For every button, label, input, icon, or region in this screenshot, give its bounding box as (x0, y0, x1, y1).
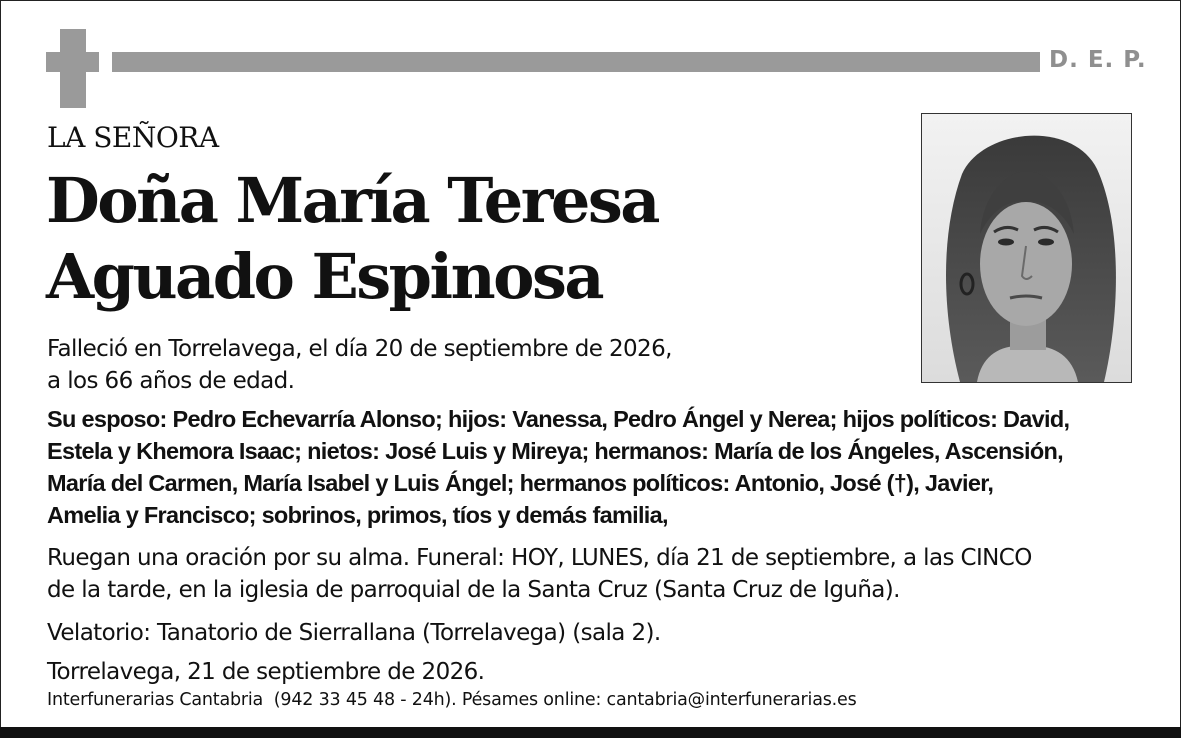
deceased-name-line2: Aguado Espinosa (46, 240, 603, 313)
honorific: LA SEÑORA (47, 121, 219, 154)
wake-details: Velatorio: Tanatorio de Sierrallana (Torrelavega) (sala 2). (47, 620, 661, 646)
portrait-photo (921, 113, 1132, 383)
death-details (47, 333, 672, 397)
funeral-line: de la tarde, en la iglesia de parroquial de la Santa Cruz (Santa Cruz de Iguña). (47, 577, 900, 603)
dateline: Torrelavega, 21 de septiembre de 2026. (47, 659, 485, 685)
funeral-home-footer: Interfunerarias Cantabria (942 33 45 48 - 24h). Pésames online: cantabria@interfunerarias.es (47, 690, 857, 710)
bottom-border (0, 727, 1181, 738)
funeral-line: Ruegan una oración por su alma. Funeral: HOY, LUNES, día 21 de septiembre, a las CINCO (47, 545, 1032, 571)
family-line: Amelia y Francisco; sobrinos, primos, tíos y demás familia, (47, 502, 668, 528)
family-line: Su esposo: Pedro Echevarría Alonso; hijos: Vanessa, Pedro Ángel y Nerea; hijos políticos: David, (47, 406, 1070, 432)
death-line: Falleció en Torrelavega, el día 20 de septiembre de 2026, (47, 336, 672, 362)
age-line: a los 66 años de edad. (47, 368, 295, 394)
family-line: María del Carmen, María Isabel y Luis Ángel; hermanos políticos: Antonio, José (†), Javier, (47, 470, 994, 496)
header-rule (112, 52, 1040, 72)
dep-label: D. E. P. (1049, 47, 1147, 73)
family-list (47, 403, 1147, 531)
funeral-details (47, 542, 1032, 606)
family-line: Estela y Khemora Isaac; nietos: José Luis y Mireya; hermanos: María de los Ángeles, Ascensión, (47, 438, 1064, 464)
deceased-name-line1: Doña María Teresa (46, 164, 658, 237)
